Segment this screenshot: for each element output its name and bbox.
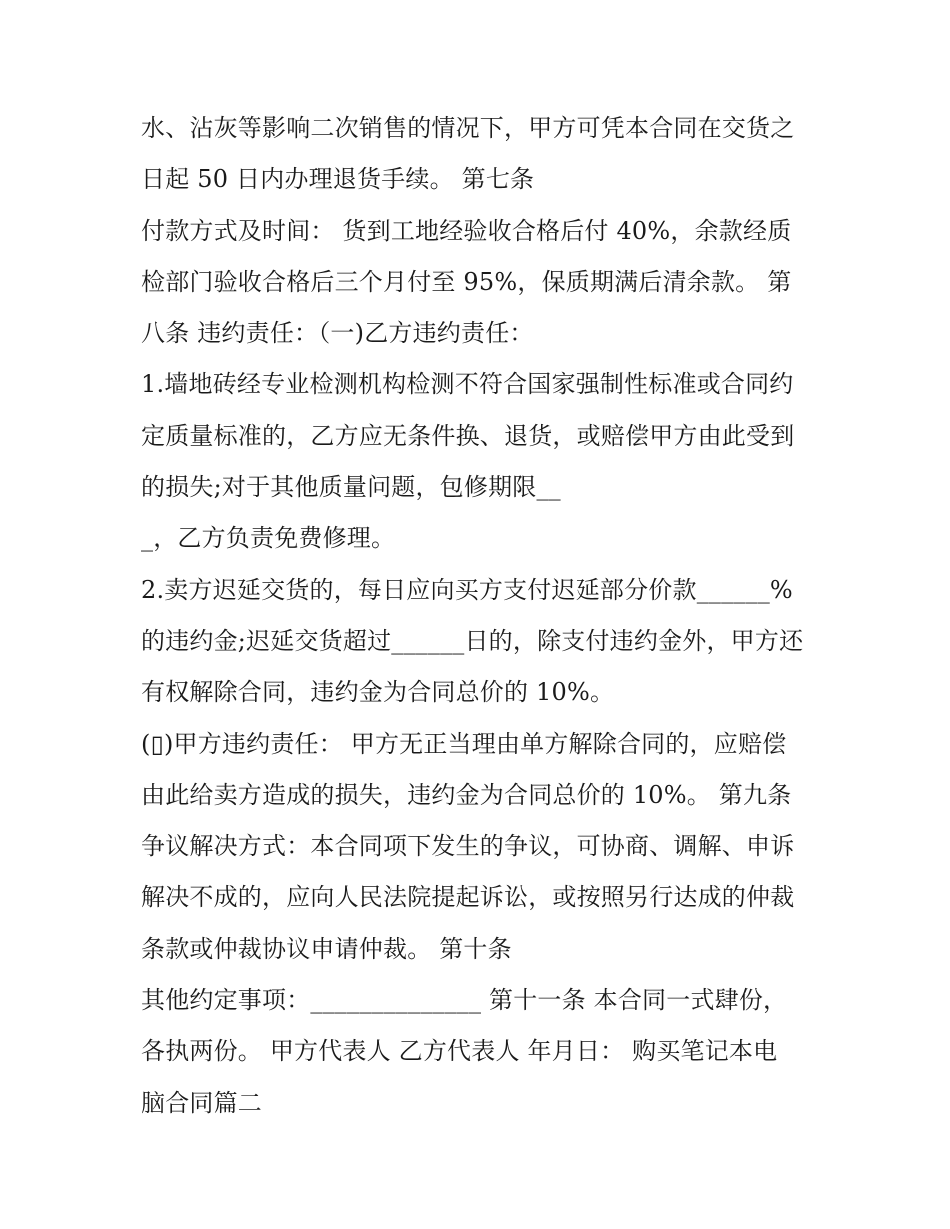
- text-line: 由此给卖方造成的损失，违约金为合同总价的 10%。 第九条: [141, 780, 792, 809]
- text-line: 脑合同篇二: [141, 1088, 262, 1117]
- text-line: 条款或仲裁协议申请仲裁。 第十条: [141, 934, 512, 963]
- text-line: 其他约定事项：______________ 第十一条 本合同一式肆份，: [141, 986, 788, 1015]
- text-line: 的损失;对于其他质量问题，包修期限__: [141, 473, 561, 502]
- text-line: 八条 违约责任：（一)乙方违约责任：: [141, 319, 534, 348]
- text-line: 付款方式及时间： 货到工地经验收合格后付 40%，余款经质: [141, 216, 792, 245]
- text-line: 定质量标准的，乙方应无条件换、退货，或赔偿甲方由此受到: [141, 421, 795, 450]
- text-line: 日起 50 日内办理退货手续。 第七条: [141, 165, 535, 194]
- text-line: 的违约金;迟延交货超过______日的，除支付违约金外，甲方还: [141, 626, 804, 655]
- text-line: 解决不成的，应向人民法院提起诉讼，或按照另行达成的仲裁: [141, 883, 795, 912]
- text-line: 检部门验收合格后三个月付至 95%，保质期满后清余款。 第: [141, 267, 792, 296]
- contract-text: [141, 103, 841, 1129]
- text-line: 各执两份。 甲方代表人 乙方代表人 年月日： 购买笔记本电: [141, 1037, 778, 1066]
- text-line: 2.卖方迟延交货的，每日应向买方支付迟延部分价款______%: [141, 575, 793, 604]
- text-line: 有权解除合同，违约金为合同总价的 10%。: [141, 678, 615, 707]
- text-line: (▯)甲方违约责任： 甲方无正当理由单方解除合同的，应赔偿: [141, 729, 787, 758]
- text-line: _，乙方负责免费修理。: [141, 524, 396, 553]
- text-line: 水、沾灰等影响二次销售的情况下，甲方可凭本合同在交货之: [141, 114, 795, 142]
- text-line: 争议解决方式：本合同项下发生的争议，可协商、调解、申诉: [141, 832, 795, 861]
- text-line: 1.墙地砖经专业检测机构检测不符合国家强制性标准或合同约: [141, 370, 794, 399]
